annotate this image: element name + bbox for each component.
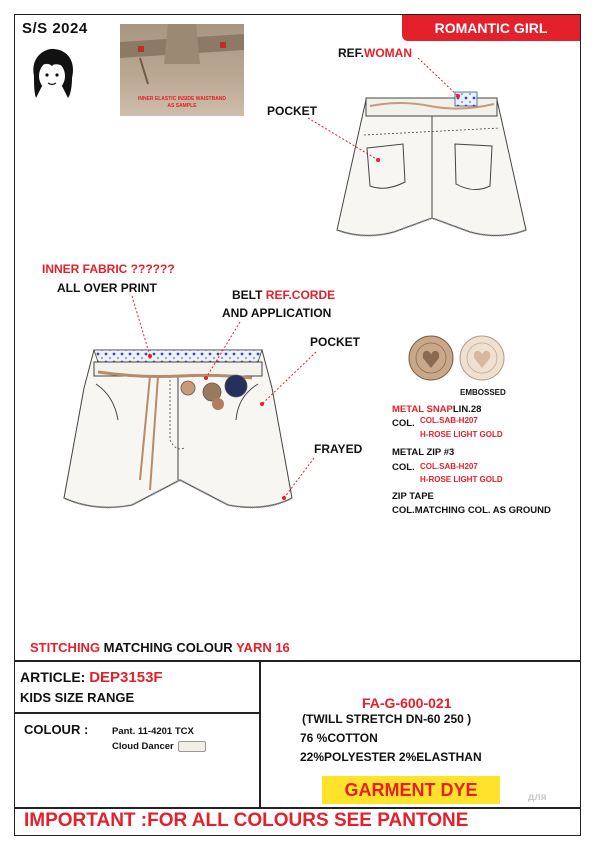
photo-note-line2: AS SAMPLE (167, 103, 197, 109)
zip-tape-colour: COL.MATCHING COL. AS GROUND (392, 505, 551, 516)
info-mid-rule (14, 712, 260, 714)
colour-label: COLOUR : (24, 722, 89, 737)
colour-name-row (112, 741, 206, 752)
belt-ref: REF.CORDE (265, 288, 336, 302)
snap-col-label: COL. (392, 418, 415, 429)
inner-fabric-text: INNER FABRIC ?????? (42, 262, 175, 276)
front-pocket-label: POCKET (310, 335, 361, 349)
composition-2: 22%POLYESTER 2%ELASTHAN (300, 750, 482, 764)
article-code: DEP3153F (89, 669, 163, 686)
info-divider (259, 660, 261, 808)
stitching-word: STITCHING (30, 640, 101, 655)
snap-col-value: COL.SAB-H207 (420, 416, 478, 425)
garment-dye-badge: GARMENT DYE (322, 776, 500, 804)
snap-line-red: METAL SNAP (392, 404, 453, 415)
stitching-middle: MATCHING COLOUR (100, 640, 237, 655)
article-line (20, 669, 163, 686)
size-range: KIDS SIZE RANGE (20, 690, 135, 705)
belt-label (232, 288, 335, 302)
zip-col-label: COL. (392, 462, 415, 473)
inner-fabric-leader (132, 296, 150, 356)
metal-snap-icon (409, 336, 453, 380)
zip-col-value2: H-ROSE LIGHT GOLD (420, 475, 503, 484)
all-over-print-label: ALL OVER PRINT (57, 281, 157, 295)
zip-tape-label: ZIP TAPE (392, 491, 434, 502)
back-pocket-label: POCKET (267, 104, 318, 118)
back-ref-value: WOMAN (364, 46, 413, 60)
photo-note-line1: INNER ELASTIC INSIDE WAISTBAND (137, 96, 227, 102)
front-view-shorts (64, 350, 292, 507)
inner-fabric-label (42, 262, 175, 276)
embossed-label: EMBOSSED (460, 388, 506, 397)
snap-line (392, 404, 481, 415)
belt-application-label: AND APPLICATION (222, 306, 332, 320)
watermark: для (528, 792, 547, 803)
stitching-yarn: YARN 16 (236, 640, 290, 655)
stitching-note (30, 640, 290, 655)
colour-swatch (178, 741, 206, 752)
article-label: ARTICLE: (20, 669, 86, 685)
zip-col-value: COL.SAB-H207 (420, 462, 478, 471)
snap-col-value2: H-ROSE LIGHT GOLD (420, 430, 503, 439)
belt-prefix: BELT (232, 288, 266, 302)
season-label: S/S 2024 (22, 20, 88, 37)
info-bottom-rule (14, 807, 581, 809)
frayed-label: FRAYED (314, 442, 363, 456)
back-ref-prefix: REF. (338, 46, 365, 60)
fabric-code: FA-G-600-021 (362, 695, 452, 711)
info-top-rule (14, 660, 581, 662)
important-note: IMPORTANT :FOR ALL COLOURS SEE PANTONE (24, 810, 469, 831)
composition-1: 76 %COTTON (300, 731, 378, 745)
snap-line-rest: LIN.28 (452, 404, 482, 415)
pantone-code: Pant. 11-4201 TCX (112, 726, 194, 737)
embossed-snap-icon (460, 336, 504, 380)
back-view-shorts (337, 92, 526, 236)
back-ref-leader (418, 58, 458, 96)
colour-name: Cloud Dancer (112, 741, 174, 753)
zip-line: METAL ZIP #3 (392, 447, 455, 458)
collection-badge: ROMANTIC GIRL (402, 15, 580, 41)
fabric-name: (TWILL STRETCH DN-60 250 ) (302, 712, 472, 726)
